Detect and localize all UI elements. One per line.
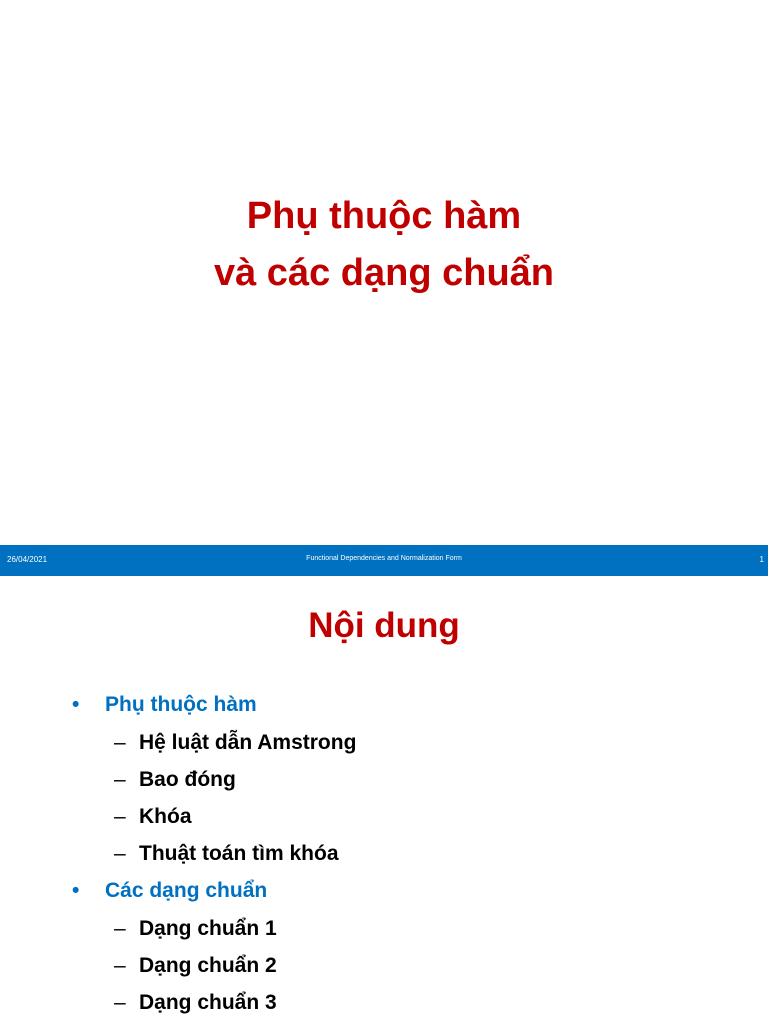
outline-item-label: Dạng chuẩn 1	[139, 916, 277, 940]
outline-item	[72, 835, 356, 872]
footer-title: Functional Dependencies and Normalization Form	[306, 555, 462, 562]
dash-icon: –	[114, 916, 126, 940]
slide-title-line-1: Phụ thuộc hàm	[246, 195, 522, 237]
outline-item-label: Dạng chuẩn 3	[139, 990, 277, 1014]
outline-section	[72, 872, 356, 910]
dash-icon: –	[114, 841, 126, 865]
contents-title: Nội dung	[308, 606, 460, 645]
outline-section-label: Phụ thuộc hàm	[105, 693, 257, 716]
dash-icon: –	[114, 767, 126, 791]
outline-item	[72, 724, 356, 761]
footer-date: 26/04/2021	[7, 555, 48, 564]
dash-icon: –	[114, 953, 126, 977]
slide-title	[0, 188, 768, 302]
slide-footer-bar	[0, 545, 768, 576]
contents-slide	[0, 576, 768, 1024]
dash-icon: –	[114, 990, 126, 1014]
bullet-icon: •	[72, 693, 80, 716]
outline-item-label: Dạng chuẩn 2	[139, 953, 277, 977]
outline-item-label: Hệ luật dẫn Amstrong	[139, 730, 357, 754]
footer-page-number: 1	[759, 555, 764, 564]
outline-item	[72, 947, 356, 984]
dash-icon: –	[114, 804, 126, 828]
outline-item-label: Khóa	[139, 804, 192, 828]
dash-icon: –	[114, 730, 126, 754]
slide-title-line-2: và các dạng chuẩn	[213, 252, 554, 294]
outline-item	[72, 798, 356, 835]
outline-item	[72, 984, 356, 1021]
bullet-icon: •	[72, 879, 80, 902]
outline-section	[72, 686, 356, 724]
outline-item-label: Bao đóng	[139, 767, 236, 791]
outline-section-label: Các dạng chuẩn	[105, 879, 268, 902]
contents-outline	[72, 686, 356, 1021]
outline-item	[72, 910, 356, 947]
outline-item	[72, 761, 356, 798]
outline-item-label: Thuật toán tìm khóa	[139, 841, 339, 865]
